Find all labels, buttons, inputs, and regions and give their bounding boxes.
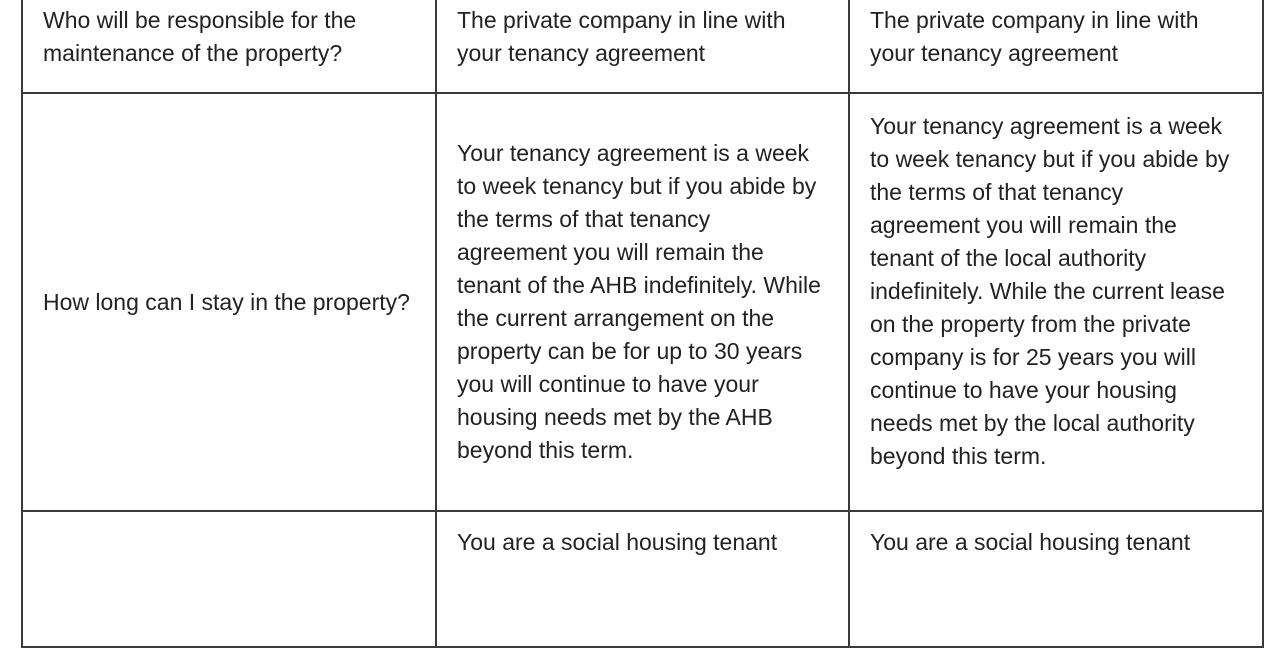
ahb-answer-text: You are a social housing tenant bbox=[457, 529, 778, 555]
la-answer-text: You are a social housing tenant bbox=[870, 529, 1191, 555]
la-answer-text: The private company in line with your tenancy agreement bbox=[870, 7, 1199, 66]
table-row bbox=[22, 93, 1263, 511]
table-row bbox=[22, 511, 1263, 647]
ahb-answer-cell bbox=[436, 511, 849, 647]
ahb-answer-cell bbox=[436, 0, 849, 93]
la-answer-cell bbox=[849, 511, 1263, 647]
question-text: How long can I stay in the property? bbox=[43, 288, 410, 315]
ahb-answer-cell bbox=[436, 93, 849, 511]
la-answer-text: Your tenancy agreement is a week to week tenancy but if you abide by the terms of that tenancy agreement you will remain the tenant of the local authority indefinitely. While the current lease on the property from the private company is for 25 years you will continue to have your housing needs met by the local authority beyond this term. bbox=[870, 113, 1230, 469]
ahb-answer-text: Your tenancy agreement is a week to week tenancy but if you abide by the terms of that tenancy agreement you will remain the tenant of the AHB indefinitely. While the current arrangement on the property can be for up to 30 years you will continue to have your housing needs met by the AHB beyond this term. bbox=[457, 140, 821, 463]
question-cell bbox=[22, 93, 436, 511]
question-text: Who will be responsible for the maintenance of the property? bbox=[43, 7, 357, 66]
la-answer-cell bbox=[849, 0, 1263, 93]
question-cell bbox=[22, 511, 436, 647]
comparison-table-container bbox=[21, 0, 1262, 648]
question-cell bbox=[22, 0, 436, 93]
la-answer-cell bbox=[849, 93, 1263, 511]
comparison-table bbox=[21, 0, 1264, 648]
ahb-answer-text: The private company in line with your tenancy agreement bbox=[457, 7, 786, 66]
table-row bbox=[22, 0, 1263, 93]
